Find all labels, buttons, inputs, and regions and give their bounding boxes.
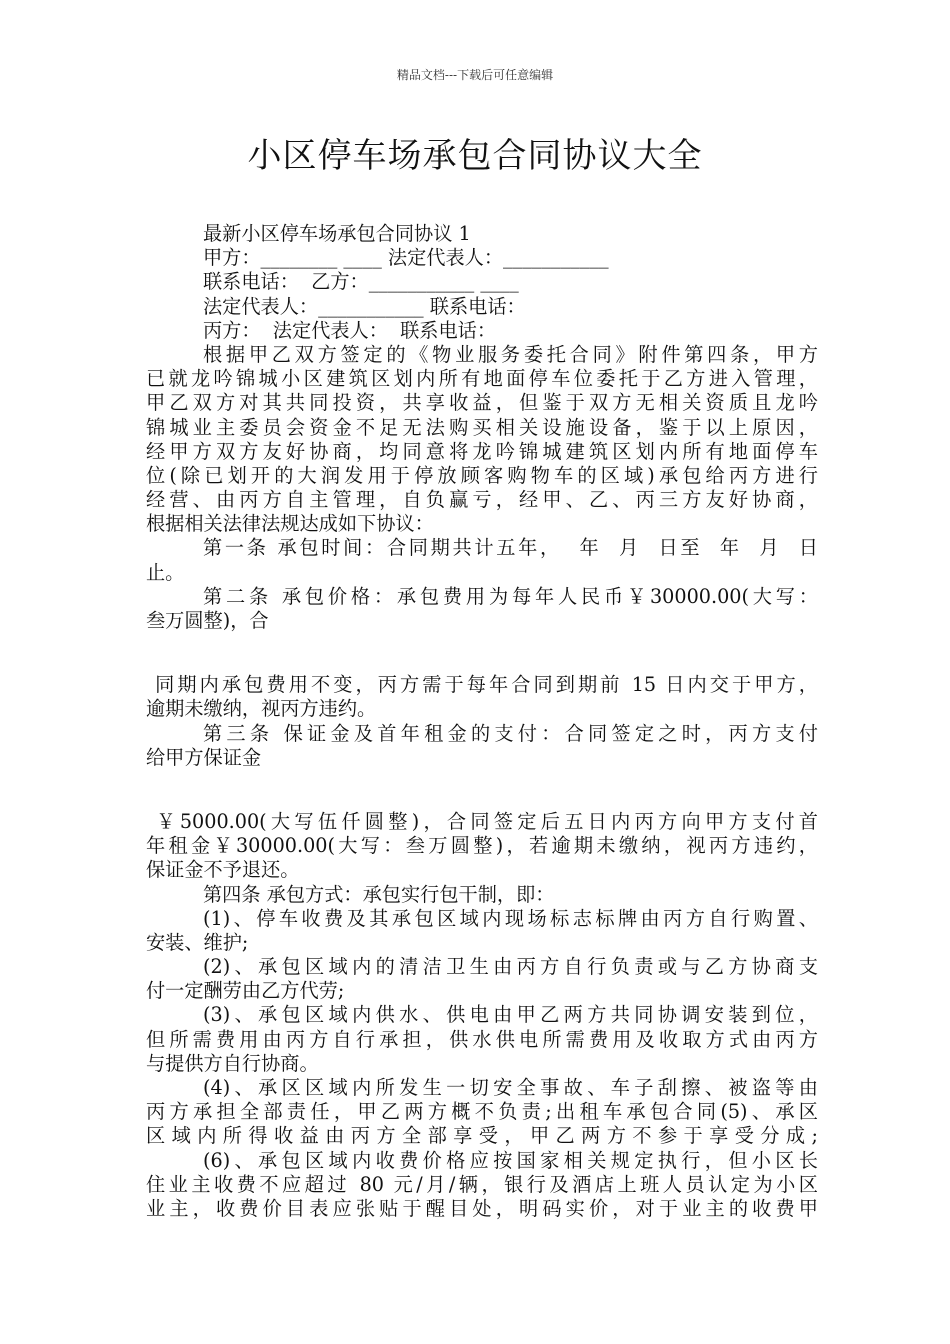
paragraph-gap — [146, 770, 818, 810]
body-line: 第四条 承包方式：承包实行包干制，即： — [203, 882, 555, 906]
body-line: 法定代表人：___________ 联系电话： — [203, 294, 526, 318]
body-line: 年租金￥30000.00(大写：叁万圆整)，若逾期未缴纳，视丙方违约， — [146, 834, 818, 858]
body-line: 最新小区停车场承包合同协议 1 — [203, 222, 471, 245]
body-line: (6)、承包区域内收费价格应按国家相关规定执行，但小区长 — [203, 1148, 818, 1172]
body-line: (2)、承包区域内的清洁卫生由丙方自行负责或与乙方协商支 — [203, 955, 818, 979]
header-note: 精品文档---下载后可任意编辑 — [396, 68, 554, 82]
document-title: 小区停车场承包合同协议大全 — [247, 136, 703, 176]
body-line: 甲乙双方对其共同投资，共享收益，但鉴于双方无相关资质且龙吟 — [146, 391, 818, 415]
body-line: 住业主收费不应超过 80 元/月/辆，银行及酒店上班人员认定为小区 — [146, 1172, 818, 1196]
body-line: 给甲方保证金 — [146, 745, 262, 769]
body-line: 根据甲乙双方签定的《物业服务委托合同》附件第四条，甲方 — [203, 342, 818, 366]
body-line: 与提供方自行协商。 — [146, 1051, 319, 1075]
body-line: (3)、承包区域内供水、供电由甲乙两方共同协调安装到位， — [203, 1003, 818, 1027]
body-line: 叁万圆整)，合 — [146, 609, 269, 632]
body-line: 止。 — [146, 560, 185, 584]
body-line: 丙方承担全部责任，甲乙两方概不负责;出租车承包合同(5)、承区 — [146, 1100, 818, 1124]
body-line: 第一条 承包时间：合同期共计五年， 年 月 日至 年 月 日 — [203, 536, 818, 560]
body-line: ￥5000.00(大写伍仟圆整)，合同签定后五日内丙方向甲方支付首 — [146, 809, 818, 833]
body-line: 已就龙吟锦城小区建筑区划内所有地面停车位委托于乙方进入管理， — [146, 367, 818, 391]
body-line: 经甲方双方友好协商，均同意将龙吟锦城建筑区划内所有地面停车 — [146, 439, 818, 463]
body-line: 但所需费用由丙方自行承担，供水供电所需费用及收取方式由丙方 — [146, 1027, 818, 1051]
body-line: 逾期未缴纳，视丙方违约。 — [146, 697, 377, 721]
body-line: 联系电话： 乙方：___________ ____ — [203, 270, 519, 294]
body-line: 区域内所得收益由丙方全部享受，甲乙两方不参于享受分成; — [146, 1124, 818, 1148]
body-line: 同期内承包费用不变，丙方需于每年合同到期前 15 日内交于甲方， — [146, 673, 818, 697]
body-line: 第二条 承包价格：承包费用为每年人民币￥30000.00(大写： — [203, 584, 818, 608]
body-line: 安装、维护; — [146, 930, 249, 954]
document-body — [146, 222, 818, 1221]
body-line: 根据相关法律法规达成如下协议： — [146, 512, 434, 536]
body-line: 位(除已划开的大润发用于停放顾客购物车的区域)承包给丙方进行 — [146, 463, 818, 487]
body-line: 锦城业主委员会资金不足无法购买相关设施设备，鉴于以上原因， — [146, 415, 818, 439]
body-line: 第三条 保证金及首年租金的支付：合同签定之时，丙方支付 — [203, 721, 818, 745]
body-line: (1)、停车收费及其承包区域内现场标志标牌由丙方自行购置、 — [203, 906, 818, 930]
body-line: 丙方： 法定代表人： 联系电话： — [203, 318, 497, 342]
body-line: 经营、由丙方自主管理，自负赢亏，经甲、乙、丙三方友好协商， — [146, 488, 818, 512]
body-line: 保证金不予退还。 — [146, 858, 300, 882]
body-line: 甲方：________ ____ 法定代表人：___________ — [203, 246, 609, 270]
body-line: 业主，收费价目表应张贴于醒目处，明码实价，对于业主的收费甲 — [146, 1196, 818, 1220]
paragraph-gap — [146, 633, 818, 673]
body-line: (4)、承区区域内所发生一切安全事故、车子刮擦、被盗等由 — [203, 1076, 818, 1099]
body-line: 付一定酬劳由乙方代劳; — [146, 979, 345, 1003]
